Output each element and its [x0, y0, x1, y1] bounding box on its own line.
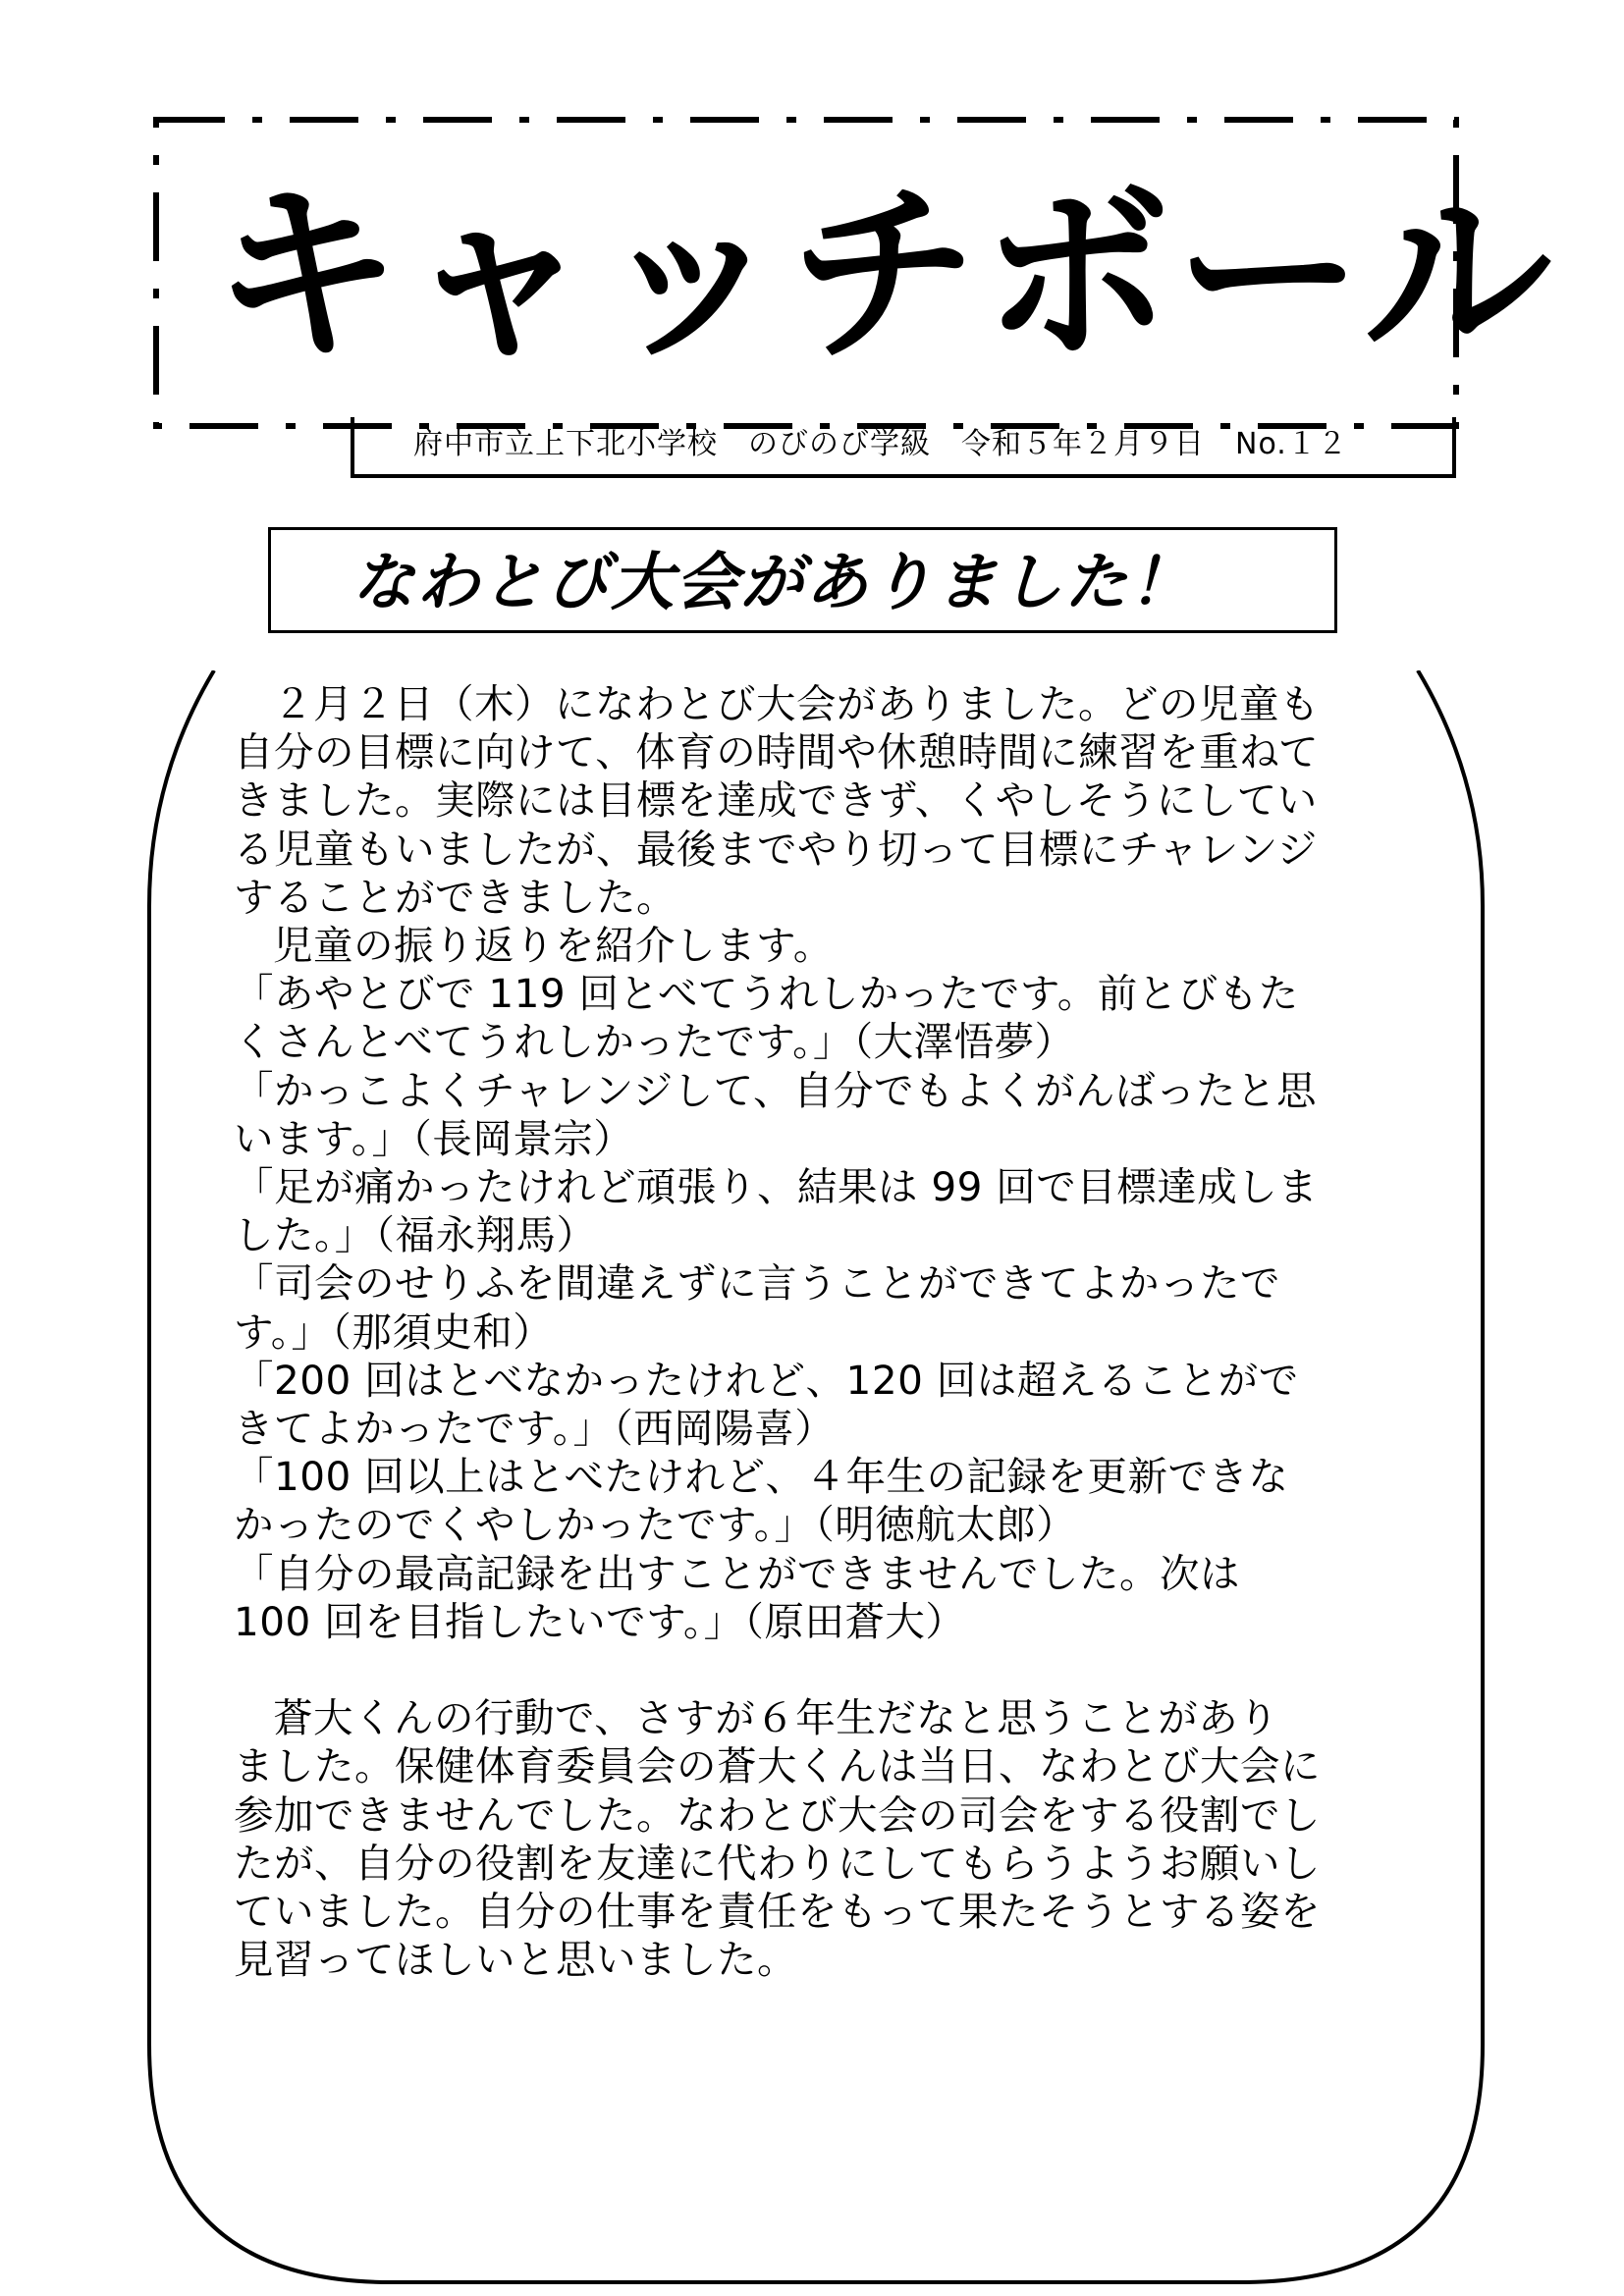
- headline-box: [268, 527, 1337, 633]
- article-body: [234, 680, 1441, 1984]
- body-line: 自分の目標に向けて、体育の時間や休憩時間に練習を重ねて: [234, 728, 1320, 776]
- quote-line: きてよかったです。」（西岡陽喜）: [234, 1405, 836, 1453]
- body-line: る児童もいましたが、最後までやり切って目標にチャレンジ: [234, 825, 1318, 873]
- body-line: ていました。自分の仕事を責任をもって果たそうとする姿を: [234, 1888, 1321, 1936]
- paragraph-spacer: [234, 1646, 1441, 1694]
- quote-line: 「足が痛かったけれど頑張り、結果は 99 回で目標達成しま: [234, 1163, 1319, 1211]
- quote-line: 「100 回以上はとべたけれど、４年生の記録を更新できな: [234, 1453, 1289, 1501]
- headline-text: なわとび大会がありました！: [352, 547, 1194, 619]
- body-line: ました。保健体育委員会の蒼大くんは当日、なわとび大会に: [234, 1742, 1321, 1790]
- body-line: きました。実際には目標を達成できず、くやしそうにしてい: [234, 776, 1318, 825]
- quote-line: 100 回を目指したいです。」（原田蒼大）: [234, 1597, 966, 1645]
- body-line: ２月２日（木）になわとび大会がありました。どの児童も: [273, 680, 1320, 727]
- quote-line: います。」（長岡景宗）: [234, 1114, 634, 1162]
- body-line: することができました。: [234, 873, 677, 921]
- body-line: 見習ってほしいと思いました。: [234, 1936, 797, 1984]
- quote-line: 「あやとびで 119 回とべてうれしかったです。前とびもた: [234, 970, 1299, 1018]
- body-line: 児童の振り返りを紹介します。: [273, 922, 834, 970]
- masthead-title: キャッチボール: [212, 164, 1556, 388]
- quote-line: 「司会のせりふを間違えずに言うことができてよかったで: [234, 1259, 1280, 1308]
- quote-line: かったのでくやしかったです。」（明徳航太郎）: [234, 1501, 1077, 1549]
- quote-line: 「かっこよくチャレンジして、自分でもよくがんばったと思: [234, 1066, 1317, 1114]
- quote-line: 「自分の最高記録を出すことができませんでした。次は: [234, 1549, 1240, 1597]
- masthead: [153, 117, 1556, 429]
- quote-line: す。」（那須史和）: [234, 1308, 554, 1356]
- issue-text: 府中市立上下北小学校 のびのび学級 令和５年２月９日 No.１２: [413, 427, 1348, 461]
- body-line: 参加できませんでした。なわとび大会の司会をする役割でし: [234, 1790, 1321, 1839]
- quote-line: した。」（福永翔馬）: [234, 1211, 597, 1259]
- body-line: たが、自分の役割を友達に代わりにしてもらうようお願いし: [234, 1839, 1321, 1887]
- quote-line: くさんとべてうれしかったです。」（大澤悟夢）: [234, 1018, 1075, 1066]
- issue-line: [351, 417, 1456, 478]
- body-line: 蒼大くんの行動で、さすが６年生だなと思うことがあり: [273, 1694, 1279, 1742]
- quote-line: 「200 回はとべなかったけれど、120 回は超えることがで: [234, 1356, 1299, 1404]
